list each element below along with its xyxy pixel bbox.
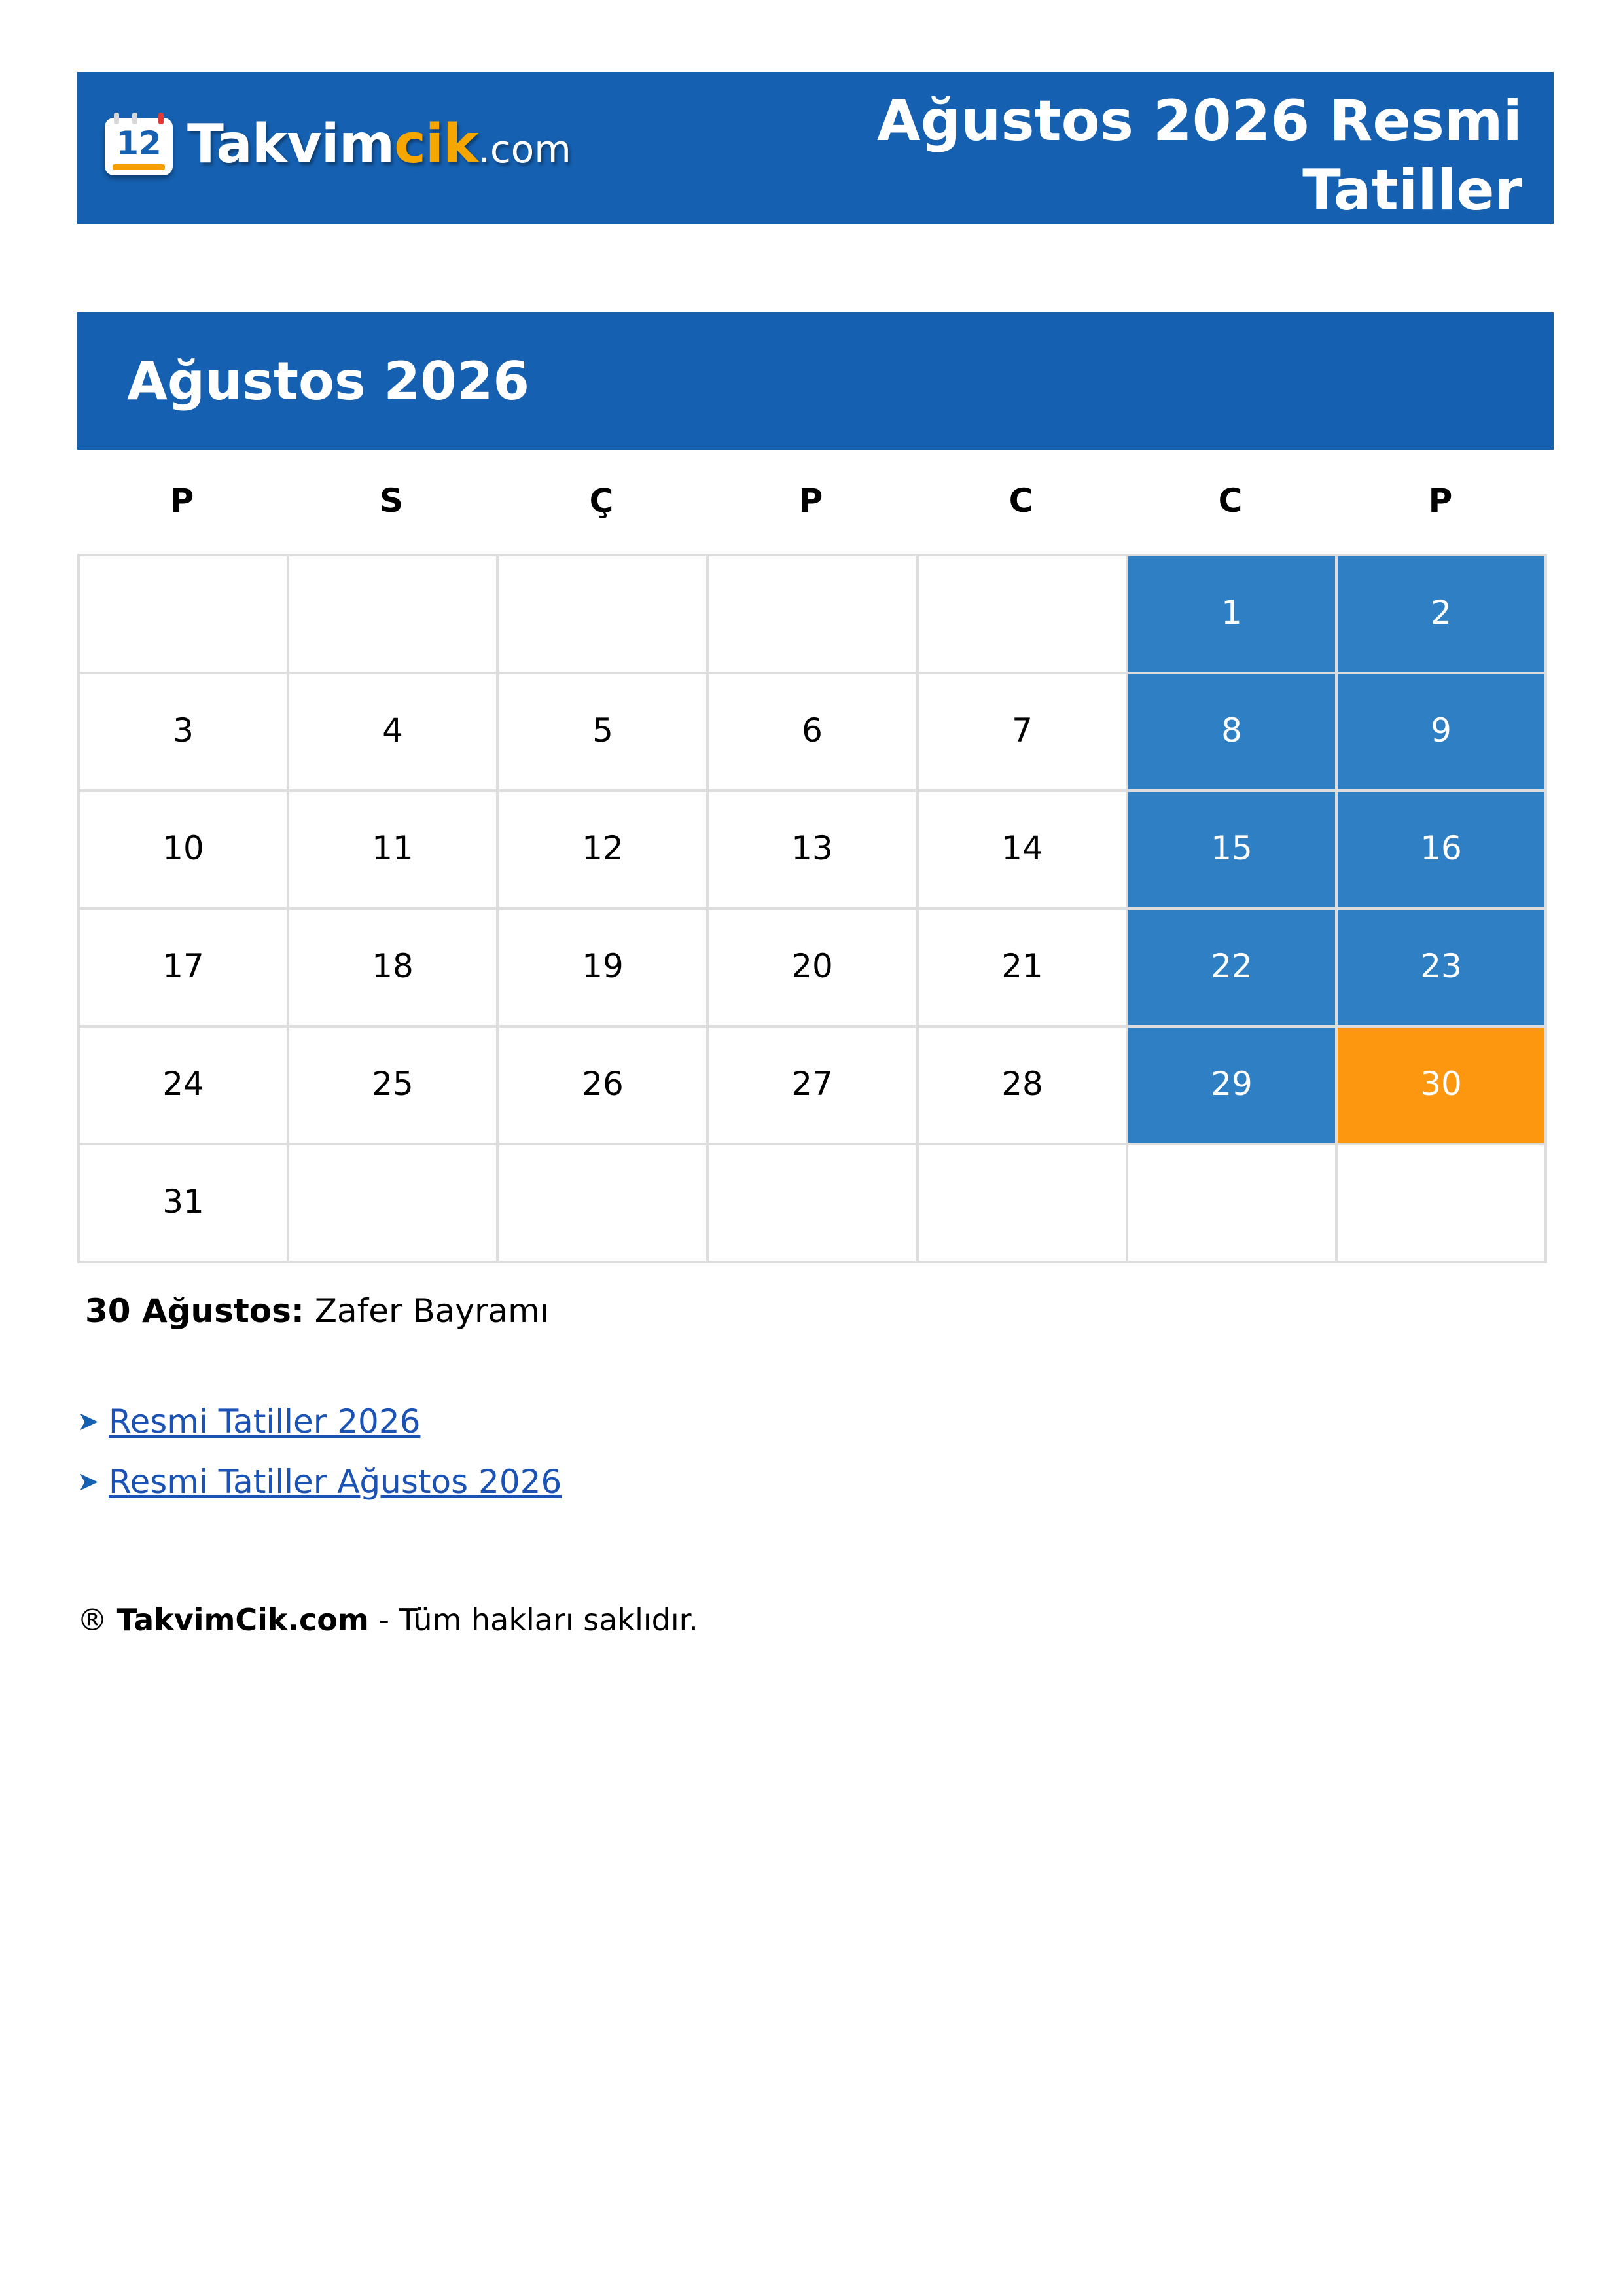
calendar-day-cell[interactable]: 21 <box>916 907 1128 1028</box>
calendar-empty-cell <box>916 1143 1128 1263</box>
arrow-right-icon: ➤ <box>77 1467 99 1497</box>
calendar-day-cell[interactable]: 20 <box>706 907 918 1028</box>
calendar-day-cell[interactable]: 19 <box>497 907 709 1028</box>
holiday-date: 30 Ağustos: <box>85 1292 304 1330</box>
logo-text-takvim: Takvim <box>187 113 395 175</box>
weekday-label: P <box>169 482 194 520</box>
calendar-day-cell[interactable]: 8 <box>1126 672 1338 792</box>
footer-brand: TakvimCik.com <box>116 1602 369 1638</box>
related-link-item <box>77 1452 562 1512</box>
logo-text-cik: cik <box>394 113 478 175</box>
calendar-day-cell[interactable]: 17 <box>77 907 289 1028</box>
page-title-line-2: Tatiller <box>1302 158 1522 223</box>
month-header <box>77 312 1554 450</box>
site-logo[interactable] <box>105 107 571 186</box>
calendar-empty-cell <box>916 554 1128 674</box>
calendar-empty-cell <box>1126 1143 1338 1263</box>
holiday-name: Zafer Bayramı <box>314 1292 549 1330</box>
link-resmi-tatiller-agustos-2026[interactable]: Resmi Tatiller Ağustos 2026 <box>109 1463 562 1501</box>
page-header <box>77 72 1554 224</box>
calendar-day-cell[interactable]: 4 <box>287 672 499 792</box>
calendar-empty-cell <box>497 554 709 674</box>
page-title-line-1: Ağustos 2026 Resmi <box>877 88 1522 154</box>
footer <box>77 1598 698 1641</box>
calendar-day-cell[interactable]: 13 <box>706 789 918 910</box>
registered-icon: ® <box>77 1602 107 1638</box>
calendar-day-cell[interactable]: 16 <box>1335 789 1547 910</box>
related-link-item <box>77 1391 562 1452</box>
calendar-day-cell[interactable]: 23 <box>1335 907 1547 1028</box>
weekday-label: P <box>1428 482 1453 520</box>
footer-text: - Tüm hakları saklıdır. <box>378 1602 698 1638</box>
weekday-label: C <box>1008 482 1033 520</box>
calendar-day-cell[interactable]: 22 <box>1126 907 1338 1028</box>
logo-wordmark <box>187 115 571 179</box>
calendar-empty-cell <box>77 554 289 674</box>
calendar-day-cell[interactable]: 5 <box>497 672 709 792</box>
month-title: Ağustos 2026 <box>127 351 530 412</box>
calendar-day-cell[interactable]: 25 <box>287 1025 499 1145</box>
weekday-label: S <box>379 482 403 520</box>
calendar-day-cell[interactable]: 2 <box>1335 554 1547 674</box>
page-title <box>802 86 1522 225</box>
calendar-day-cell[interactable]: 31 <box>77 1143 289 1263</box>
weekday-label: P <box>798 482 823 520</box>
holiday-note <box>85 1288 549 1334</box>
calendar-grid <box>77 554 1545 1261</box>
calendar-day-cell[interactable]: 26 <box>497 1025 709 1145</box>
weekday-header-row <box>77 478 1545 530</box>
calendar-day-cell[interactable]: 1 <box>1126 554 1338 674</box>
calendar-empty-cell <box>287 1143 499 1263</box>
calendar-day-cell[interactable]: 18 <box>287 907 499 1028</box>
calendar-day-cell[interactable]: 24 <box>77 1025 289 1145</box>
calendar-day-cell[interactable]: 27 <box>706 1025 918 1145</box>
logo-text-tld: .com <box>478 126 571 171</box>
calendar-empty-cell <box>1335 1143 1547 1263</box>
calendar-day-cell[interactable]: 6 <box>706 672 918 792</box>
calendar-empty-cell <box>706 554 918 674</box>
weekday-label: C <box>1218 482 1243 520</box>
calendar-day-cell[interactable]: 10 <box>77 789 289 910</box>
calendar-day-cell[interactable]: 9 <box>1335 672 1547 792</box>
calendar-logo-icon <box>105 118 173 175</box>
calendar-day-cell[interactable]: 15 <box>1126 789 1338 910</box>
calendar-empty-cell <box>287 554 499 674</box>
calendar-day-cell[interactable]: 3 <box>77 672 289 792</box>
related-links <box>77 1391 562 1512</box>
calendar-empty-cell <box>497 1143 709 1263</box>
arrow-right-icon: ➤ <box>77 1407 99 1437</box>
calendar-day-cell[interactable]: 30 <box>1335 1025 1547 1145</box>
link-resmi-tatiller-2026[interactable]: Resmi Tatiller 2026 <box>109 1403 421 1441</box>
calendar-day-cell[interactable]: 7 <box>916 672 1128 792</box>
logo-number: 12 <box>116 124 162 162</box>
calendar-day-cell[interactable]: 12 <box>497 789 709 910</box>
calendar-day-cell[interactable]: 11 <box>287 789 499 910</box>
calendar-day-cell[interactable]: 28 <box>916 1025 1128 1145</box>
calendar-empty-cell <box>706 1143 918 1263</box>
weekday-label: Ç <box>589 482 614 520</box>
calendar-day-cell[interactable]: 14 <box>916 789 1128 910</box>
calendar-day-cell[interactable]: 29 <box>1126 1025 1338 1145</box>
